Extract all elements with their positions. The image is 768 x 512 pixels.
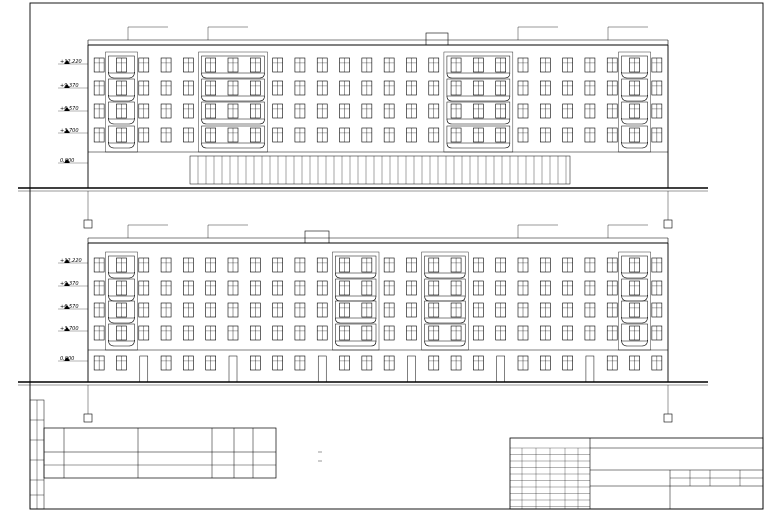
upper-elevation-9370: +9,370 [60, 83, 79, 89]
lower-elevation-3700: +3,700 [60, 326, 79, 332]
balcony-group-slab [202, 73, 265, 78]
roof-stair-housing [305, 231, 329, 243]
upper-elevation-6570: +6,570 [60, 106, 79, 112]
balcony-group-slab [425, 341, 466, 346]
axis-marker-right [664, 414, 672, 422]
balcony-group-slab [425, 296, 466, 301]
balcony-group-railing [335, 324, 376, 341]
balcony-group-slab [447, 73, 510, 78]
balcony-group-railing [425, 324, 466, 341]
entrance-door [229, 356, 237, 382]
entrance-door [586, 356, 594, 382]
balcony-group-slab [335, 273, 376, 278]
axis-marker-left [84, 220, 92, 228]
balcony-group-railing [425, 301, 466, 318]
balcony-group-slab [202, 96, 265, 101]
entrance-door [318, 356, 326, 382]
balcony-group-railing [425, 256, 466, 273]
entrance-door [140, 356, 148, 382]
upper-elevation-0000: 0,000 [60, 158, 75, 164]
balcony-group-slab [447, 119, 510, 124]
axis-marker-left [84, 414, 92, 422]
upper-elevation-3700: +3,700 [60, 128, 79, 134]
lower-elevation-0000: 0,000 [60, 356, 75, 362]
title-block [510, 438, 763, 509]
balcony-group-slab [425, 318, 466, 323]
entrance-door [497, 356, 505, 382]
sheet-frame [30, 3, 763, 509]
balcony-group-slab [335, 341, 376, 346]
lower-elevation-9370: +9,370 [60, 281, 79, 287]
balcony-group-slab [202, 143, 265, 148]
balcony-group-slab [425, 273, 466, 278]
shop-front [190, 156, 570, 184]
balcony-group-slab [447, 96, 510, 101]
balcony-group-slab [335, 318, 376, 323]
entrance-door [407, 356, 415, 382]
lower-elevation-12220: +12,220 [60, 258, 82, 264]
balcony-group-slab [335, 296, 376, 301]
roof-stair-housing [426, 33, 448, 45]
lower-elevation-6570: +6,570 [60, 304, 79, 310]
balcony-group-railing [335, 279, 376, 296]
balcony-group-railing [425, 279, 466, 296]
balcony-group-railing [335, 301, 376, 318]
balcony-group-railing [335, 256, 376, 273]
upper-elevation-12220: +12,220 [60, 59, 82, 65]
balcony-group-slab [202, 119, 265, 124]
spec-table [44, 428, 276, 478]
balcony-group-slab [447, 143, 510, 148]
axis-marker-right [664, 220, 672, 228]
